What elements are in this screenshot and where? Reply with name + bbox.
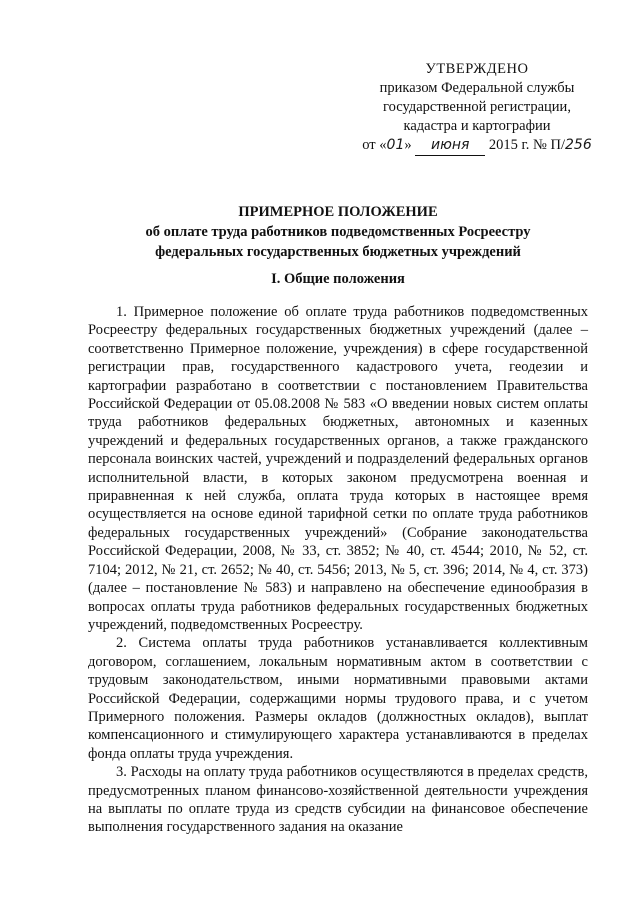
document-title bbox=[88, 202, 588, 262]
paragraph-3: 3. Расходы на оплату труда работников осуществляются в пределах средств, предусмотренных планом финансово-хозяйственной деятельности учреждения на выплаты по оплате труда из средств субсидии на финансовое обеспечение выполнения государственного задания на оказание bbox=[88, 764, 588, 836]
title-heading: ПРИМЕРНОЕ ПОЛОЖЕНИЕ bbox=[238, 204, 438, 220]
handwritten-number: 256 bbox=[565, 137, 592, 153]
handwritten-month: июня bbox=[415, 136, 485, 156]
date-suffix: 2015 г. № П/ bbox=[485, 137, 566, 153]
title-subtitle-1: об оплате труда работников подведомственных Росреестру bbox=[145, 224, 531, 240]
approval-block bbox=[352, 60, 602, 156]
approval-date-line bbox=[352, 136, 602, 156]
paragraph-2: 2. Система оплаты труда работников устанавливается коллективным договором, соглашением, локальным нормативным актом в соответствии с трудовым законодательством, иными нормативными правовыми актами Российской Федерации, содержащими нормы трудового права, и с учетом Примерного положения. Размеры окладов (должностных окладов), выплат компенсационного и стимулирующего характера устанавливаются в пределах фонда оплаты труда учреждения. bbox=[88, 635, 588, 762]
document-body bbox=[88, 303, 588, 837]
paragraph-1: 1. Примерное положение об оплате труда работников подведомственных Росреестру федеральных государственных бюджетных учреждений (далее – соответственно Примерное положение, учреждения) в сфере государственной регистрации прав, государственного кадастрового учета, геодезии и картографии разработано в соответствии с постановлением Правительства Российской Федерации от 05.08.2008 № 583 «О введении новых систем оплаты труда работников федеральных бюджетных, автономных и казенных учреждений и федеральных государственных органов, а также гражданского персонала воинских частей, учреждений и подразделений федеральных органов исполнительной власти, в которых законом предусмотрена военная и приравненная к ней служба, оплата труда которых в настоящее время осуществляется на основе единой тарифной сетки по оплате труда работников федеральных государственных учреждений» (Собрание законодательства Российской Федерации, 2008, № 33, ст. 3852; № 40, ст. 4544; 2010, № 52, ст. 7104; 2012, № 21, ст. 2652; № 40, ст. 5456; 2013, № 5, ст. 396; 2014, № 4, ст. 373) (далее – постановление № 583) и направлено на обеспечение единообразия в вопросах оплаты труда работников федеральных государственных бюджетных учреждений, подведомственных Росреестру. bbox=[88, 304, 588, 633]
title-subtitle-2: федеральных государственных бюджетных учреждений bbox=[155, 244, 521, 260]
date-prefix: от « bbox=[362, 137, 387, 153]
handwritten-day: 01 bbox=[386, 137, 405, 153]
date-mid: » bbox=[404, 137, 416, 153]
approval-line-2: государственной регистрации, bbox=[383, 99, 571, 115]
section-heading: I. Общие положения bbox=[271, 271, 405, 287]
approval-line-1: приказом Федеральной службы bbox=[379, 80, 575, 96]
approval-line-3: кадастра и картографии bbox=[403, 118, 551, 134]
approval-stamp: УТВЕРЖДЕНО bbox=[425, 61, 529, 77]
